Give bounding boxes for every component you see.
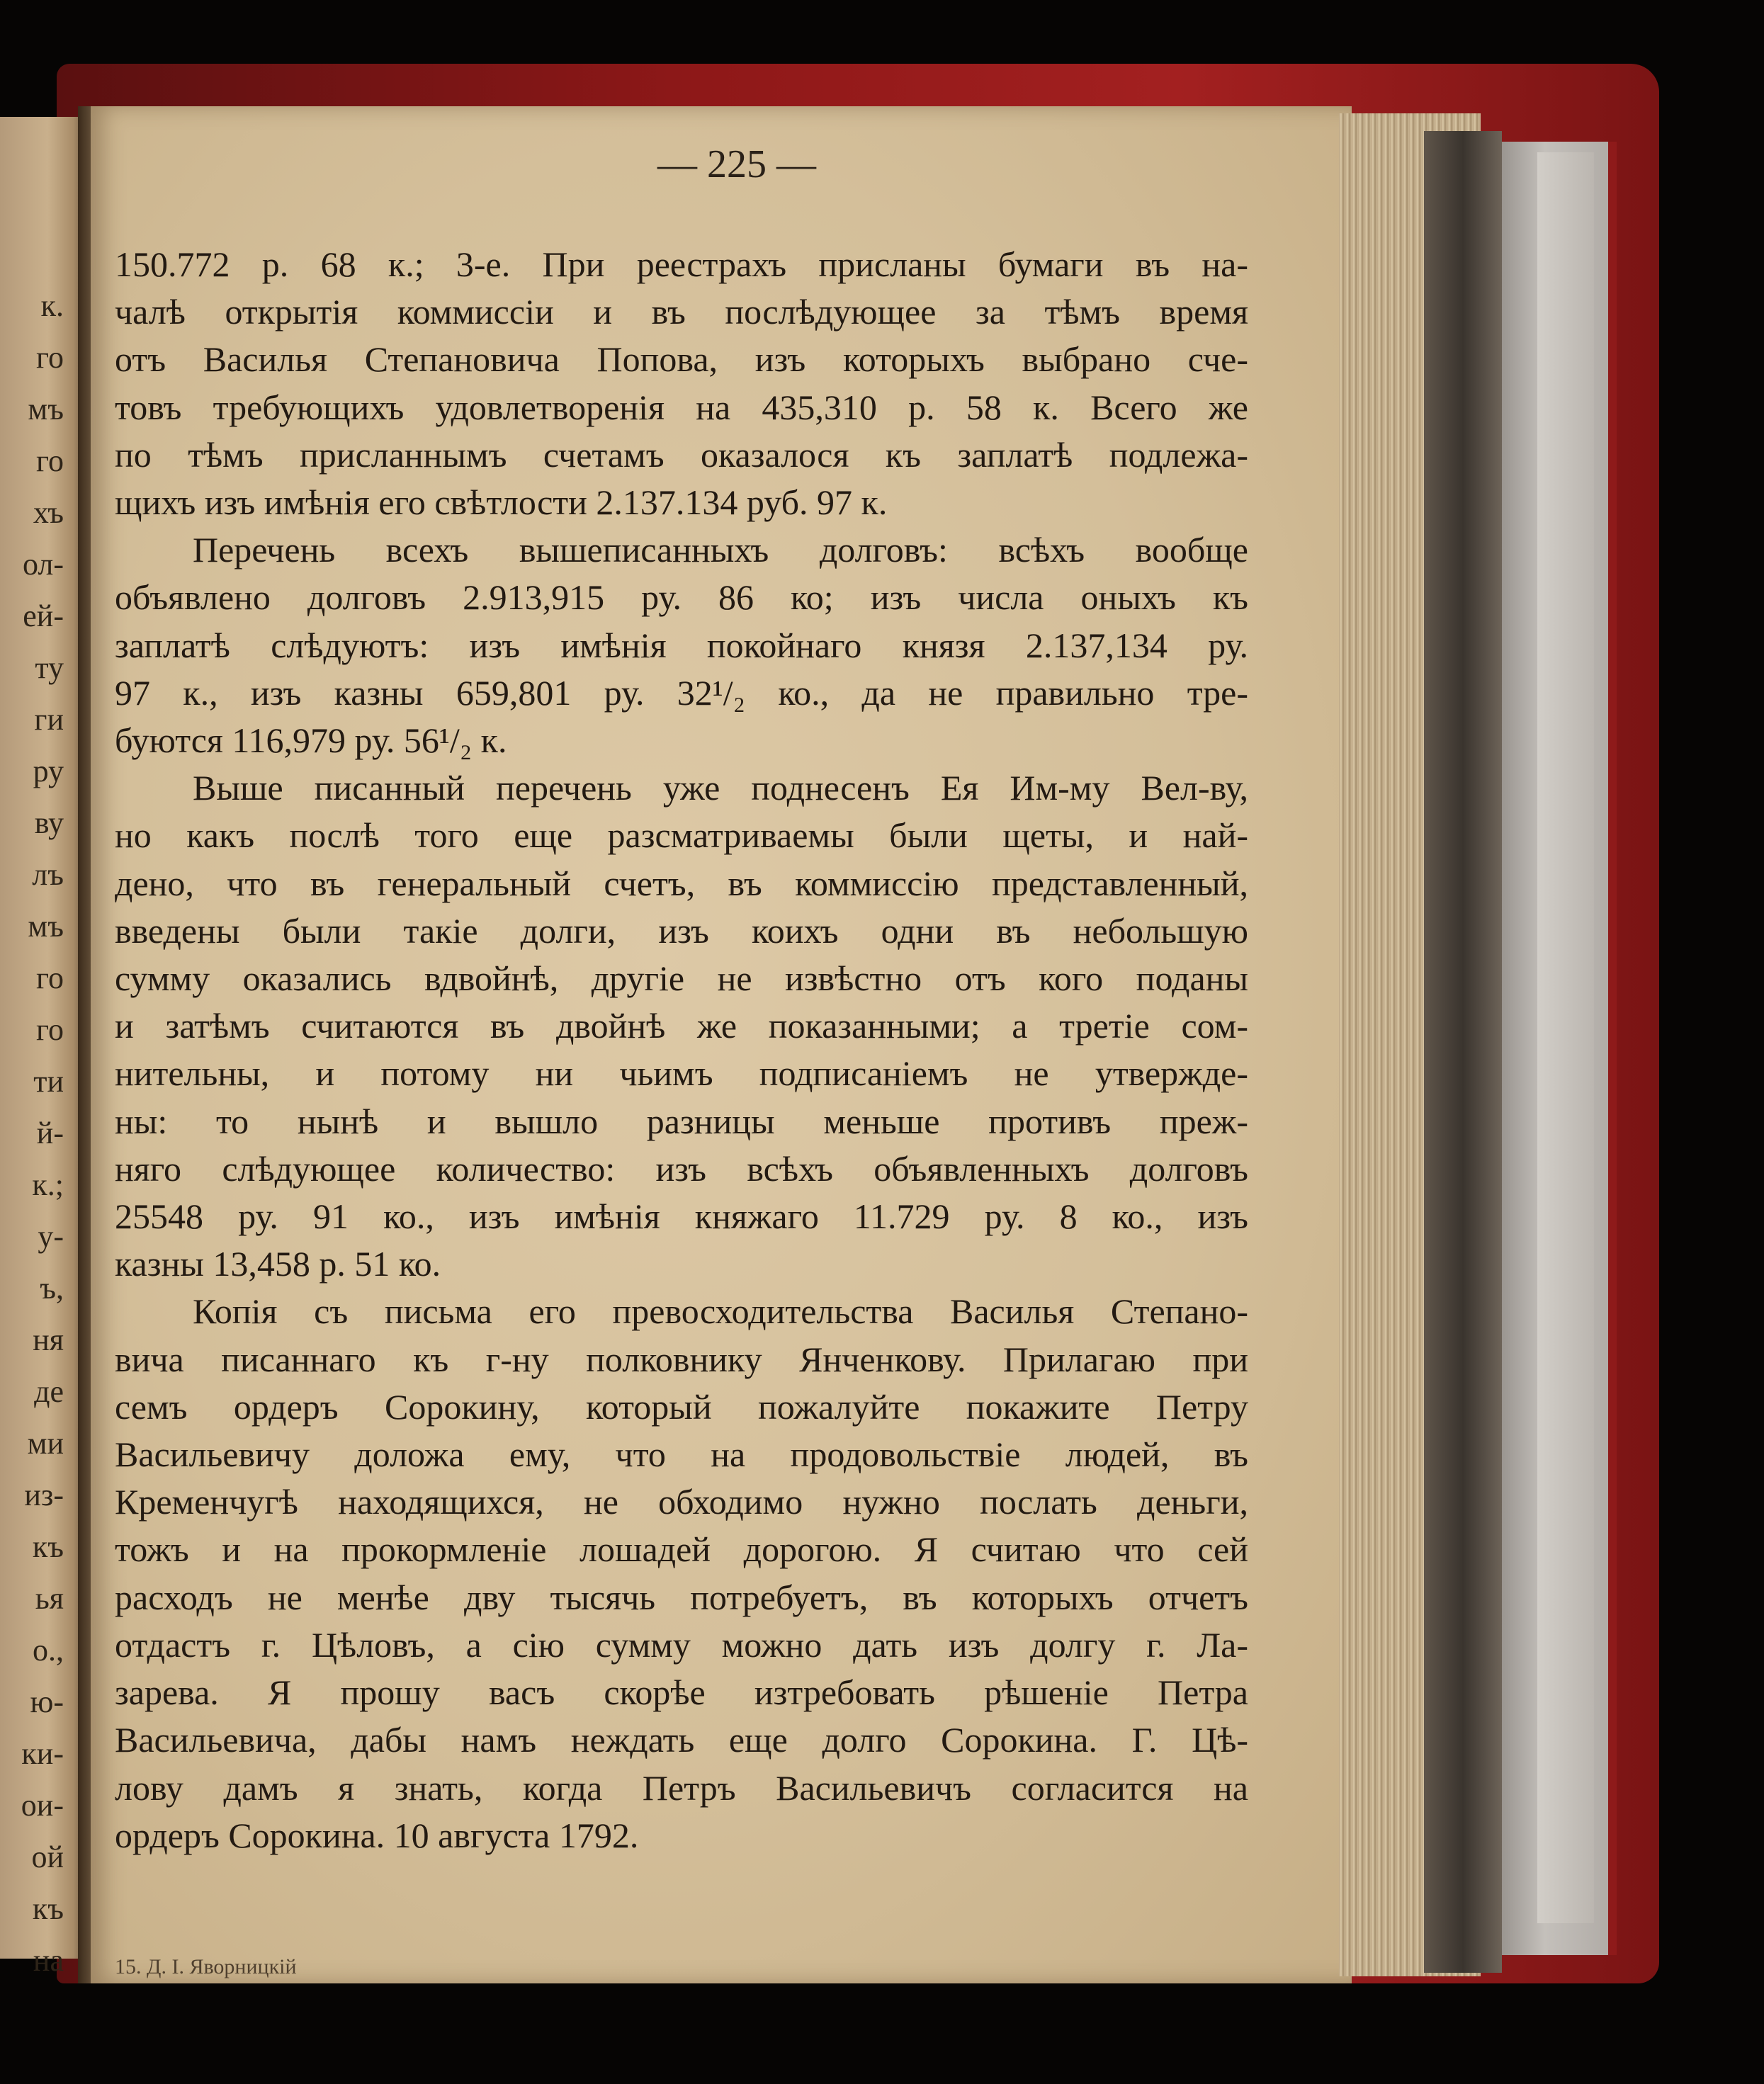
left-page-fragment: на [33,1943,64,1978]
text-line: Копія съ письма его превосходительства Василья Степано- [193,1291,1248,1332]
text-line: лову дамъ я знать, когда Петръ Васильевичъ согласится на [115,1767,1248,1808]
left-page-fragment: у- [38,1219,64,1254]
page-edges-shadow [1424,131,1502,1973]
text-line: Васильевича, дабы намъ неждать еще долго Сорокина. Г. Цѣ- [115,1720,1248,1760]
left-page-fragment: хъ [33,495,64,530]
text-line: сумму оказались вдвойнѣ, другіе не извѣстно отъ кого поданы [115,958,1248,999]
footer-signature: 15. Д. І. Яворницкій [115,1955,297,1978]
text-line: щихъ изъ имѣнія его свѣтлости 2.137.134 руб. 97 к. [115,482,888,523]
left-page-fragment: й- [36,1116,64,1150]
text-line: чалѣ открытія коммиссіи и въ послѣдующее за тѣмъ время [115,292,1248,332]
left-page-fragment: ву [34,805,64,840]
page-body-text [115,241,1248,1859]
text-line: товъ требующихъ удовлетворенія на 435,310 р. 58 к. Всего же [115,387,1248,427]
left-page-fragment: ки- [21,1736,64,1771]
text-line: расходъ не менѣе дву тысячь потребуетъ, въ которыхъ отчетъ [115,1577,1248,1617]
text-line: вича писаннаго къ г-ну полковнику Янченкову. Прилагаю при [115,1339,1248,1379]
left-page-fragment: мъ [28,909,64,944]
text-line: 150.772 р. 68 к.; 3-е. При реестрахъ присланы бумаги въ на- [115,244,1248,284]
text-line: отдастъ г. Цѣловъ, а сію сумму можно дать изъ долгу г. Ла- [115,1624,1248,1665]
text-line: отъ Василья Степановича Попова, изъ которыхъ выбрано сче- [115,339,1248,380]
text-line: ордеръ Сорокина. 10 августа 1792. [115,1815,639,1855]
left-page-fragment: о., [33,1633,64,1667]
left-page-fragment: го [36,340,64,375]
page-number: — 225 — [657,142,816,186]
text-line: семъ ордеръ Сорокину, который пожалуйте покажите Петру [115,1386,1248,1427]
text-line: заплатѣ слѣдуютъ: изъ имѣнія покойнаго князя 2.137,134 ру. [115,625,1248,665]
left-page-fragment: го [36,443,64,478]
text-line: 97 к., изъ казны 659,801 ру. 32¹/₂ ко., да не правильно тре- [115,672,1248,713]
left-page-fragment: ня [33,1323,64,1357]
left-page-fragment: из- [24,1478,64,1512]
text-line: введены были такіе долги, изъ коихъ одни въ небольшую [115,910,1248,951]
text-line: Выше писанный перечень уже поднесенъ Ея Им-му Вел-ву, [193,768,1248,808]
left-page-fragment: къ [32,1891,64,1926]
endpaper [1537,152,1594,1923]
left-page [0,117,86,1978]
text-line: 25548 ру. 91 ко., изъ имѣнія княжаго 11.729 ру. 8 ко., изъ [115,1196,1248,1237]
left-page-fragment: к.; [32,1167,64,1202]
left-page-fragment: ол- [22,547,64,582]
text-line: казны 13,458 р. 51 ко. [115,1244,441,1284]
left-page-fragment: ой [31,1840,64,1874]
text-line: и затѣмъ считаются въ двойнѣ же показанными; а третіе сом- [115,1006,1248,1046]
left-page-fragment: ги [34,702,64,737]
text-line: ны: то нынѣ и вышло разницы меньше противъ преж- [115,1101,1248,1141]
left-page-fragment: мъ [28,392,64,426]
text-line: буются 116,979 ру. 56¹/₂ к. [115,720,507,761]
text-line: зарева. Я прошу васъ скорѣе изтребовать рѣшеніе Петра [115,1672,1248,1713]
text-line: Перечень всехъ вышеписанныхъ долговъ: всѣхъ вообще [193,530,1248,570]
text-line: Васильевичу доложа ему, что на продовольствіе людей, въ [115,1434,1248,1475]
left-page-fragment: ту [35,650,64,685]
text-line: нительны, и потому ни чьимъ подписаніемъ не утвержде- [115,1053,1248,1094]
left-page-fragment: къ [32,1529,64,1564]
left-page-fragment: ей- [23,599,64,633]
left-page-fragment: ъ, [40,1271,64,1306]
text-line: по тѣмъ присланнымъ счетамъ оказалося къ заплатѣ подлежа- [115,434,1248,475]
text-line: тожъ и на прокормленіе лошадей дорогою. Я считаю что сей [115,1529,1248,1570]
text-line: но какъ послѣ того еще разсматриваемы были щеты, и най- [115,815,1248,856]
left-page-fragment: ру [33,754,64,788]
left-page-fragment: де [34,1374,64,1409]
left-page-fragment: ья [35,1581,64,1616]
left-page-fragment: ти [33,1064,64,1099]
text-line: Кременчугѣ находящихся, не обходимо нужно послать деньги, [115,1482,1248,1522]
left-page-fragment: ми [27,1426,64,1461]
text-line: няго слѣдующее количество: изъ всѣхъ объявленныхъ долговъ [115,1148,1248,1189]
left-page-fragment: к. [40,288,64,323]
text-line: объявлено долговъ 2.913,915 ру. 86 ко; изъ числа оныхъ къ [115,577,1248,618]
left-page-fragment: го [36,1012,64,1047]
left-page-fragment: ои- [21,1788,64,1823]
left-page-fragment: лъ [32,857,64,892]
left-page-fragment: го [36,961,64,995]
left-page-fragment: ю- [30,1684,64,1719]
text-line: дено, что въ генеральный счетъ, въ коммиссію представленный, [115,863,1248,903]
